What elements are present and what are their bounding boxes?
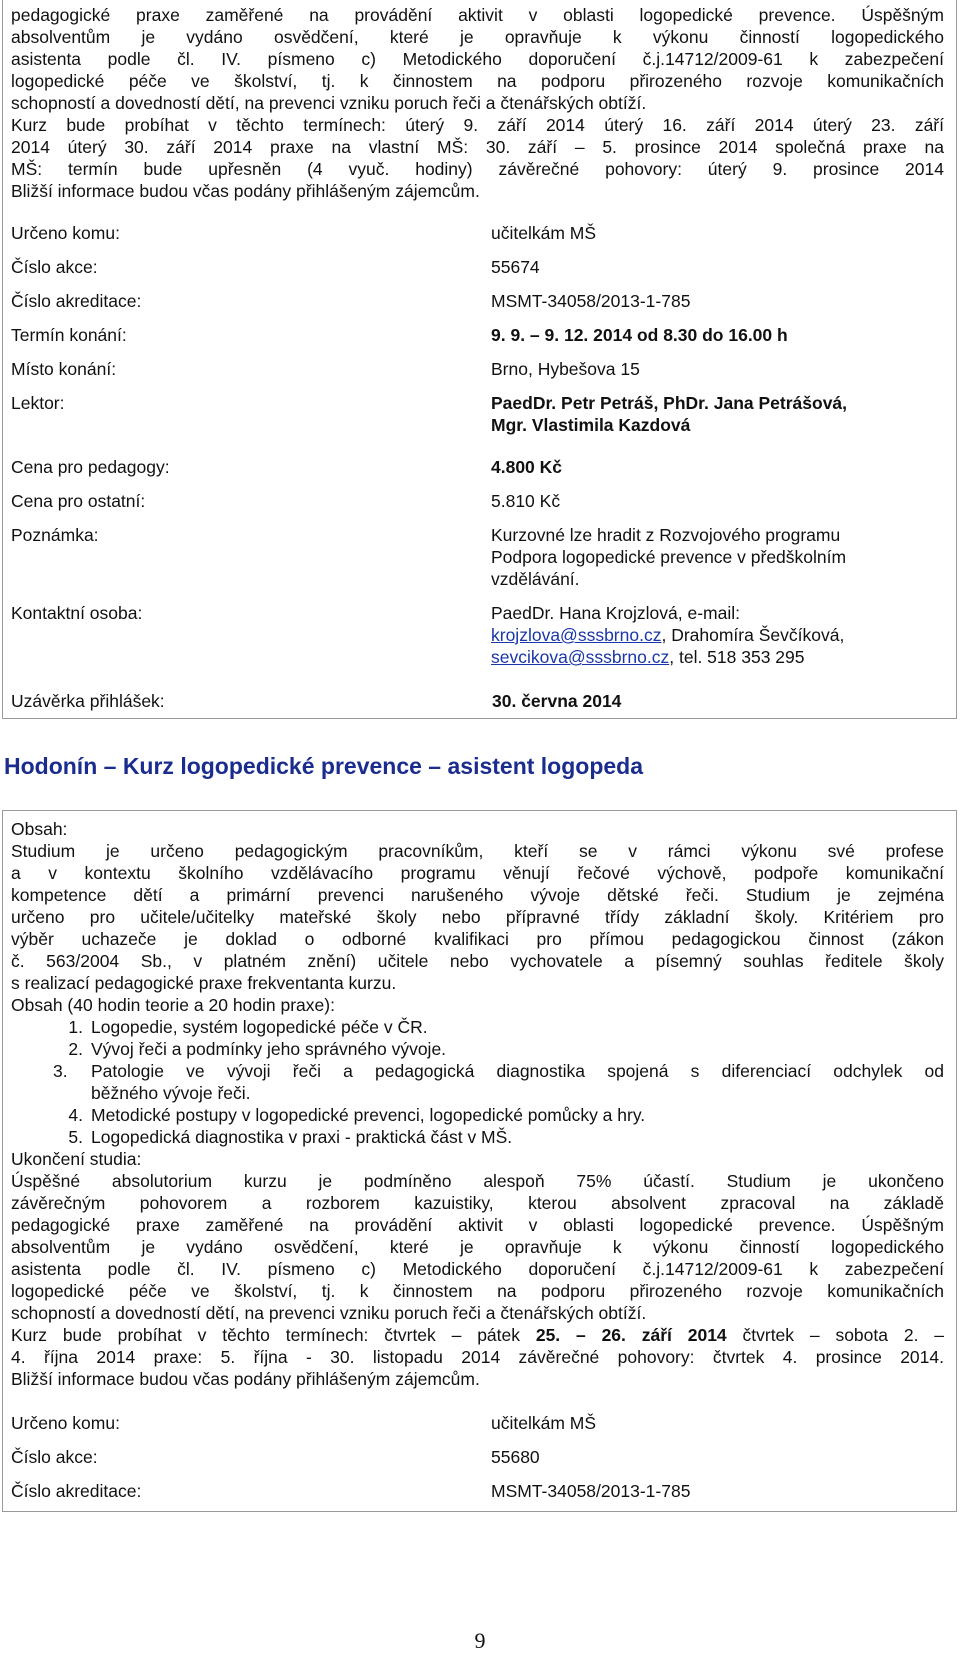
text-line: kompetence dětí a primární prevenci narušeného vývoje dětské řeči. Studium je zejména xyxy=(11,885,944,905)
field-value: Brno, Hybešova 15 xyxy=(491,359,640,379)
field-akreditace xyxy=(11,290,946,314)
field-value: Kurzovné lze hradit z Rozvojového programu xyxy=(491,525,841,545)
field-cislo-akce-2 xyxy=(11,1446,946,1470)
text-line: s realizací pedagogické praxe frekventanta kurzu. xyxy=(11,973,397,993)
text-line: závěrečným pohovorem a rozborem kazuistiky, kterou absolvent zpracoval na základě xyxy=(11,1193,944,1213)
text-line: 2014 úterý 30. září 2014 praxe na vlastní MŠ: 30. září – 5. prosince 2014 společná praxe na xyxy=(11,137,944,157)
course2-completion xyxy=(11,1148,944,1390)
field-label: Určeno komu: xyxy=(11,1413,120,1433)
list-item xyxy=(11,1082,944,1104)
list-item xyxy=(11,1126,944,1148)
field-label: Lektor: xyxy=(11,393,65,413)
contact-text: , tel. 518 353 295 xyxy=(669,647,805,667)
field-label: Číslo akreditace: xyxy=(11,291,142,311)
course-content-list xyxy=(11,1016,944,1148)
email-link-krojzlova[interactable]: krojzlova@sssbrno.cz xyxy=(491,625,662,645)
field-kontakt xyxy=(11,602,946,670)
terminy-dates: 25. – 26. září 2014 xyxy=(535,1325,727,1345)
list-text: Vývoj řeči a podmínky jeho správného vývoje. xyxy=(91,1039,447,1059)
field-value xyxy=(491,646,805,668)
text-line: Studium je určeno pedagogickým pracovníkům, kteří se v rámci výkonu své profese xyxy=(11,841,944,861)
field-value: 9. 9. – 9. 12. 2014 od 8.30 do 16.00 h xyxy=(491,325,788,345)
field-poznamka xyxy=(11,524,946,592)
field-value: MSMT-34058/2013-1-785 xyxy=(491,291,691,311)
obsah-hours: Obsah (40 hodin teorie a 20 hodin praxe): xyxy=(11,995,335,1015)
field-value xyxy=(491,624,844,646)
list-number: 2. xyxy=(68,1039,83,1059)
text-line: asistenta podle čl. IV. písmeno c) Metodického doporučení č.j.14712/2009-61 k zabezpečení xyxy=(11,49,944,69)
list-number: 5. xyxy=(68,1127,83,1147)
course1-description xyxy=(11,4,944,202)
field-label: Poznámka: xyxy=(11,525,99,545)
field-label: Kontaktní osoba: xyxy=(11,603,143,623)
field-value: 5.810 Kč xyxy=(491,491,561,511)
field-value: PaedDr. Hana Krojzlová, e-mail: xyxy=(491,603,740,623)
field-misto xyxy=(11,358,946,382)
text-line: asistenta podle čl. IV. písmeno c) Metodického doporučení č.j.14712/2009-61 k zabezpečení xyxy=(11,1259,944,1279)
field-value: MSMT-34058/2013-1-785 xyxy=(491,1481,691,1501)
field-value: PaedDr. Petr Petráš, PhDr. Jana Petrášová, xyxy=(491,393,848,413)
field-akreditace-2 xyxy=(11,1480,946,1504)
field-label: Uzávěrka přihlášek: xyxy=(11,691,165,711)
ukonceni-label: Ukončení studia: xyxy=(11,1149,142,1169)
text-line: schopností a dovedností dětí, na prevenci vzniku poruch řeči a čtenářských obtíží. xyxy=(11,1303,647,1323)
course2-description xyxy=(11,818,944,1016)
field-label: Termín konání: xyxy=(11,325,127,345)
text-line: Úspěšné absolutorium kurzu je podmíněno alespoň 75% účastí. Studium je ukončeno xyxy=(11,1171,944,1191)
text-line: schopností a dovedností dětí, na prevenci vzniku poruch řeči a čtenářských obtíží. xyxy=(11,93,647,113)
text-line: č. 563/2004 Sb., v platném znění) učitele nebo vychovatele a písemný souhlas ředitele školy xyxy=(11,951,944,971)
text-line: pedagogické praxe zaměřené na provádění aktivit v oblasti logopedické prevence. Úspěšným xyxy=(11,1215,944,1235)
text-line: absolventům je vydáno osvědčení, které je opravňuje k výkonu činností logopedického xyxy=(11,27,944,47)
field-label: Místo konání: xyxy=(11,359,117,379)
field-termin xyxy=(11,324,946,348)
list-item xyxy=(11,1038,944,1060)
text-line: 4. října 2014 praxe: 5. října - 30. listopadu 2014 závěrečné pohovory: čtvrtek 4. prosince 2014. xyxy=(11,1347,944,1367)
email-link-sevcikova[interactable]: sevcikova@sssbrno.cz xyxy=(491,647,670,667)
field-value: 55674 xyxy=(491,257,540,277)
page-number: 9 xyxy=(474,1628,486,1653)
field-value: učitelkám MŠ xyxy=(491,1413,597,1433)
field-label: Číslo akreditace: xyxy=(11,1481,142,1501)
field-lektor xyxy=(11,392,946,438)
field-label: Číslo akce: xyxy=(11,257,98,277)
text-line: Bližší informace budou včas podány přihlášeným zájemcům. xyxy=(11,1369,480,1389)
list-text: Patologie ve vývoji řeči a pedagogická diagnostika spojená s diferenciací odchylek od xyxy=(91,1061,944,1081)
field-value: 4.800 Kč xyxy=(491,457,563,477)
field-cena-pedagogy xyxy=(11,456,946,480)
terminy-text: čtvrtek – sobota 2. – xyxy=(726,1325,944,1345)
field-value: Mgr. Vlastimila Kazdová xyxy=(491,415,691,435)
list-item xyxy=(11,1104,944,1126)
field-value: 30. června 2014 xyxy=(492,691,622,711)
text-line: určeno pro učitele/učitelky mateřské školy nebo přípravné třídy základní školy. Kritériem pro xyxy=(11,907,944,927)
field-value: 55680 xyxy=(491,1447,540,1467)
field-uzaverka xyxy=(11,690,946,714)
field-urceno xyxy=(11,222,946,246)
field-label: Cena pro ostatní: xyxy=(11,491,146,511)
list-number: 1. xyxy=(68,1017,83,1037)
list-text: běžného vývoje řeči. xyxy=(91,1083,251,1103)
field-label: Cena pro pedagogy: xyxy=(11,457,170,477)
list-number: 3. xyxy=(53,1061,68,1081)
field-value: vzdělávání. xyxy=(491,569,580,589)
list-text: Metodické postupy v logopedické prevenci, logopedické pomůcky a hry. xyxy=(91,1105,646,1125)
section-heading: Hodonín – Kurz logopedické prevence – asistent logopeda xyxy=(4,753,644,779)
field-cena-ostatni xyxy=(11,490,946,514)
list-item xyxy=(11,1016,944,1038)
text-line: logopedické péče ve školství, tj. k činnostem na podporu přirozeného rozvoje komunikačních xyxy=(11,1281,944,1301)
text-line: Kurz bude probíhat v těchto termínech: úterý 9. září 2014 úterý 16. září 2014 úterý 23. září xyxy=(11,115,944,135)
text-line: absolventům je vydáno osvědčení, které je opravňuje k výkonu činností logopedického xyxy=(11,1237,944,1257)
text-line: pedagogické praxe zaměřené na provádění aktivit v oblasti logopedické prevence. Úspěšným xyxy=(11,5,944,25)
text-line: a v kontextu školního vzdělávacího programu věnují řečové výchově, podpoře komunikační xyxy=(11,863,944,883)
field-label: Určeno komu: xyxy=(11,223,120,243)
text-line: MŠ: termín bude upřesněn (4 vyuč. hodiny) závěrečné pohovory: úterý 9. prosince 2014 xyxy=(11,159,944,179)
field-value: Podpora logopedické prevence v předškolním xyxy=(491,547,847,567)
list-text: Logopedie, systém logopedické péče v ČR. xyxy=(91,1017,428,1037)
field-label: Číslo akce: xyxy=(11,1447,98,1467)
field-value: učitelkám MŠ xyxy=(491,223,597,243)
list-item xyxy=(11,1060,944,1082)
text-line: logopedické péče ve školství, tj. k činnostem na podporu přirozeného rozvoje komunikačních xyxy=(11,71,944,91)
field-urceno-2 xyxy=(11,1412,946,1436)
text-line xyxy=(11,1324,944,1346)
text-line: Bližší informace budou včas podány přihlášeným zájemcům. xyxy=(11,181,480,201)
field-cislo-akce xyxy=(11,256,946,280)
terminy-text: Kurz bude probíhat v těchto termínech: čtvrtek – pátek xyxy=(11,1325,536,1345)
list-text: Logopedická diagnostika v praxi - praktická část v MŠ. xyxy=(91,1127,513,1147)
contact-text: , Drahomíra Ševčíková, xyxy=(661,625,845,645)
obsah-label: Obsah: xyxy=(11,819,68,839)
text-line: výběr uchazeče je doklad o odborné kvalifikaci pro přímou pedagogickou činnost (zákon xyxy=(11,929,944,949)
list-number: 4. xyxy=(68,1105,83,1125)
